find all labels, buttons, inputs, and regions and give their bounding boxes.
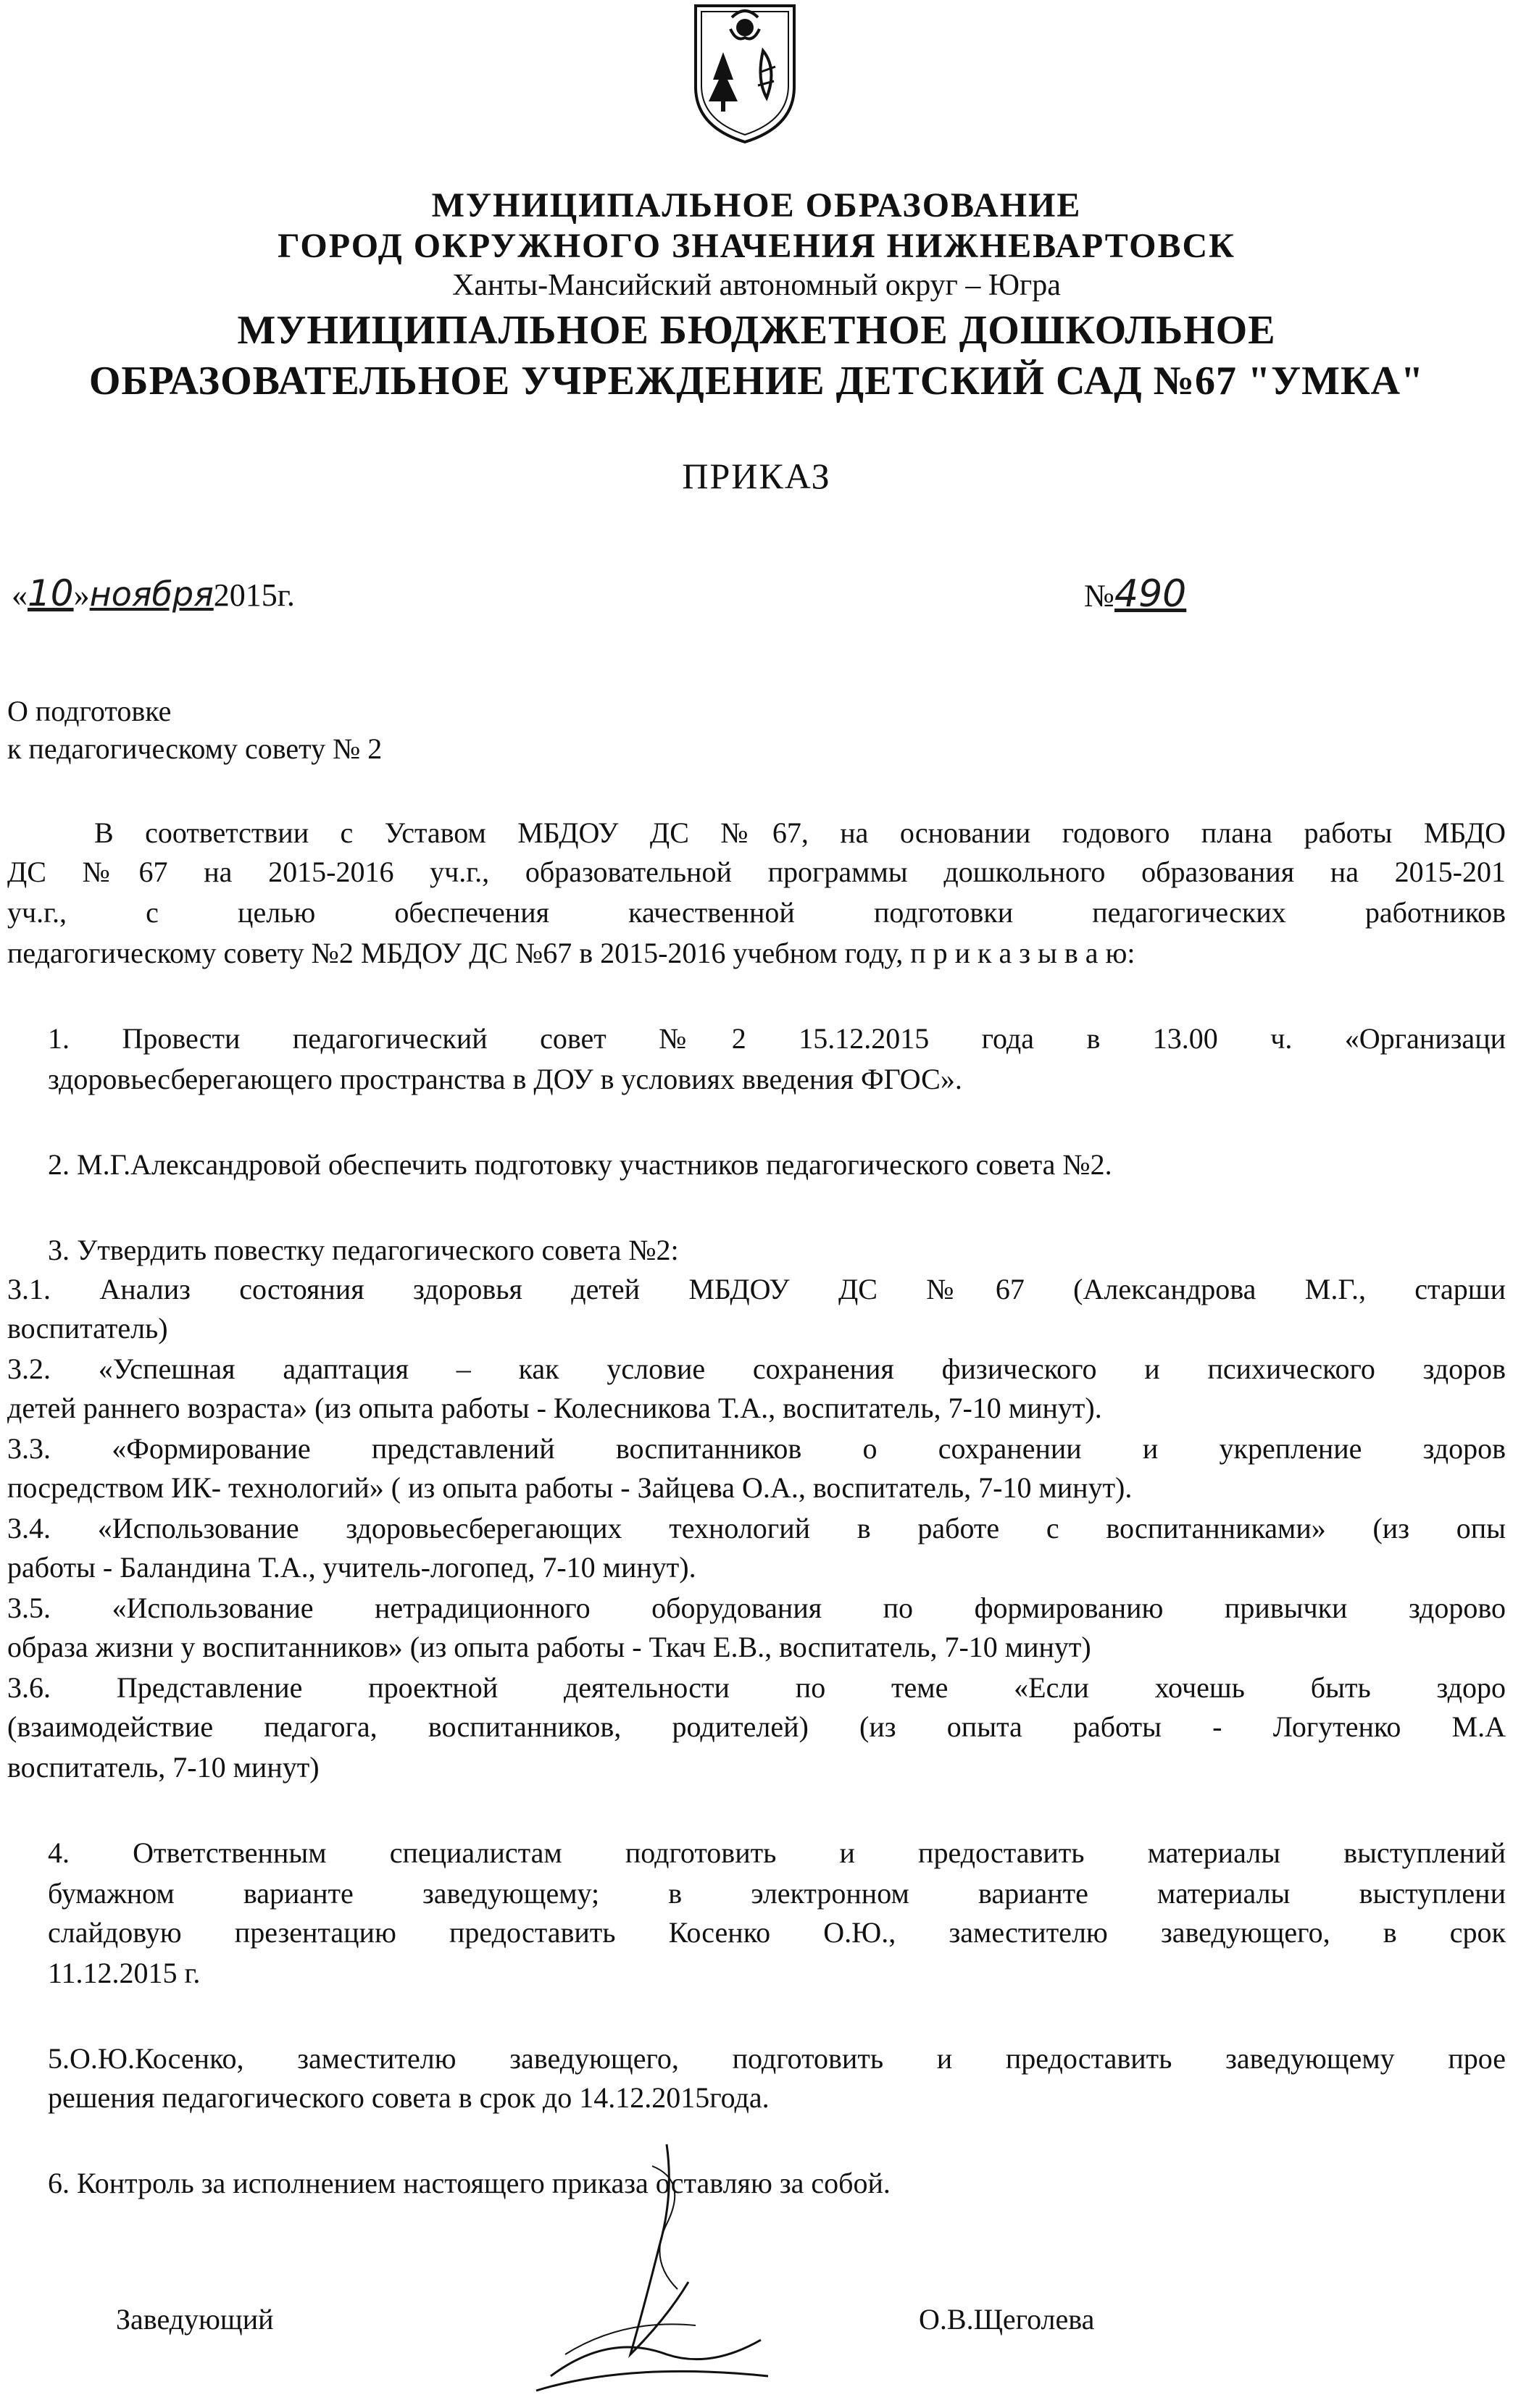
subject-line2: к педагогическому совету № 2: [7, 732, 383, 765]
item-3-4-line1: 3.4. «Использование здоровьесберегающих технологий в работе с воспитанниками» (из опы: [7, 1512, 1506, 1544]
date-close-quote: »: [73, 577, 90, 613]
header-city: ГОРОД ОКРУЖНОГО ЗНАЧЕНИЯ НИЖНЕВАРТОВСК: [278, 227, 1235, 265]
item-2: 2. М.Г.Александровой обеспечить подготовку участников педагогического совета №2.: [48, 1148, 1112, 1181]
item-3-5-line1: 3.5. «Использование нетрадиционного оборудования по формированию привычки здорово: [7, 1592, 1506, 1624]
item-3-title: 3. Утвердить повестку педагогического совета №2:: [48, 1234, 679, 1266]
item-4-line4: 11.12.2015 г.: [48, 1957, 201, 1989]
item-3-6-line3: воспитатель, 7-10 минут): [7, 1751, 320, 1784]
date-year: 2015г.: [213, 577, 295, 613]
date-day-handwritten: 10: [28, 572, 74, 614]
number-sign: №: [1084, 578, 1114, 614]
item-3-2-line1: 3.2. «Успешная адаптация – как условие сохранения физического и психического здоров: [7, 1353, 1506, 1385]
item-3-3-line2: посредством ИК- технологий» ( из опыта работы - Зайцева О.А., воспитатель, 7-10 минут).: [7, 1471, 1133, 1504]
item-1-line2: здоровьесберегающего пространства в ДОУ в условиях введения ФГОС».: [48, 1063, 962, 1095]
item-6: 6. Контроль за исполнением настоящего приказа оставляю за собой.: [48, 2167, 891, 2199]
intro-line4: педагогическому совету №2 МБДОУ ДС №67 в 2015-2016 учебном году, п р и к а з ы в а ю:: [7, 937, 1135, 969]
order-date: [12, 572, 295, 614]
header-institution-line1: МУНИЦИПАЛЬНОЕ БЮДЖЕТНОЕ ДОШКОЛЬНОЕ: [237, 308, 1276, 353]
item-3-4-line2: работы - Баландина Т.А., учитель-логопед, 7-10 минут).: [7, 1551, 696, 1584]
item-4-line3: слайдовую презентацию предоставить Косенко О.Ю., заместителю заведующего, в срок: [48, 1916, 1506, 1949]
handwritten-signature: [522, 2137, 783, 2405]
coat-of-arms-emblem: [687, 0, 803, 145]
header-institution-line2: ОБРАЗОВАТЕЛЬНОЕ УЧРЕЖДЕНИЕ ДЕТСКИЙ САД №67 "УМКА": [88, 359, 1425, 404]
item-3-3-line1: 3.3. «Формирование представлений воспитанников о сохранении и укрепление здоров: [7, 1432, 1506, 1465]
header-region: Ханты-Мансийский автономный округ – Югра: [452, 269, 1061, 302]
item-3-1-line1: 3.1. Анализ состояния здоровья детей МБДОУ ДС №67 (Александрова М.Г., старши: [7, 1273, 1506, 1305]
signature-name: О.В.Щеголева: [919, 2303, 1095, 2336]
item-4-line2: бумажном варианте заведующему; в электронном варианте материалы выступлени: [48, 1877, 1506, 1910]
intro-line1: В соответствии с Уставом МБДОУ ДС №67, на основании годового плана работы МБДО: [94, 816, 1506, 849]
item-5-line2: решения педагогического совета в срок до 14.12.2015года.: [48, 2081, 770, 2114]
signature-position: Заведующий: [116, 2303, 274, 2336]
document-type-title: ПРИКАЗ: [682, 456, 831, 496]
item-5-line1: 5.О.Ю.Косенко, заместителю заведующего, подготовить и предоставить заведующему прое: [48, 2042, 1506, 2075]
item-3-6-line2: (взаимодействие педагога, воспитанников, родителей) (из опыта работы - Логутенко М.А: [7, 1710, 1506, 1743]
date-month-handwritten: ноября: [89, 574, 214, 614]
item-4-line1: 4. Ответственным специалистам подготовить и предоставить материалы выступлений: [48, 1836, 1506, 1869]
item-3-1-line2: воспитатель): [7, 1312, 168, 1345]
item-3-2-line2: детей раннего возраста» (из опыта работы - Колесникова Т.А., воспитатель, 7-10 минут).: [7, 1392, 1102, 1424]
number-handwritten: 490: [1114, 572, 1187, 616]
order-number: [1084, 572, 1186, 616]
item-3-6-line1: 3.6. Представление проектной деятельности по теме «Если хочешь быть здоро: [7, 1671, 1506, 1704]
header-municipality: МУНИЦИПАЛЬНОЕ ОБРАЗОВАНИЕ: [431, 186, 1082, 225]
subject-line1: О подготовке: [7, 695, 172, 727]
intro-line3: уч.г., с целью обеспечения качественной подготовки педагогических работников: [7, 896, 1506, 929]
date-open-quote: «: [12, 577, 28, 613]
item-3-5-line2: образа жизни у воспитанников» (из опыта работы - Ткач Е.В., воспитатель, 7-10 минут): [7, 1631, 1091, 1663]
intro-line2: ДС №67 на 2015-2016 уч.г., образовательной программы дошкольного образования на 2015-201: [7, 856, 1506, 888]
item-1-line1: 1. Провести педагогический совет №2 15.12.2015 года в 13.00 ч. «Организаци: [48, 1022, 1506, 1055]
